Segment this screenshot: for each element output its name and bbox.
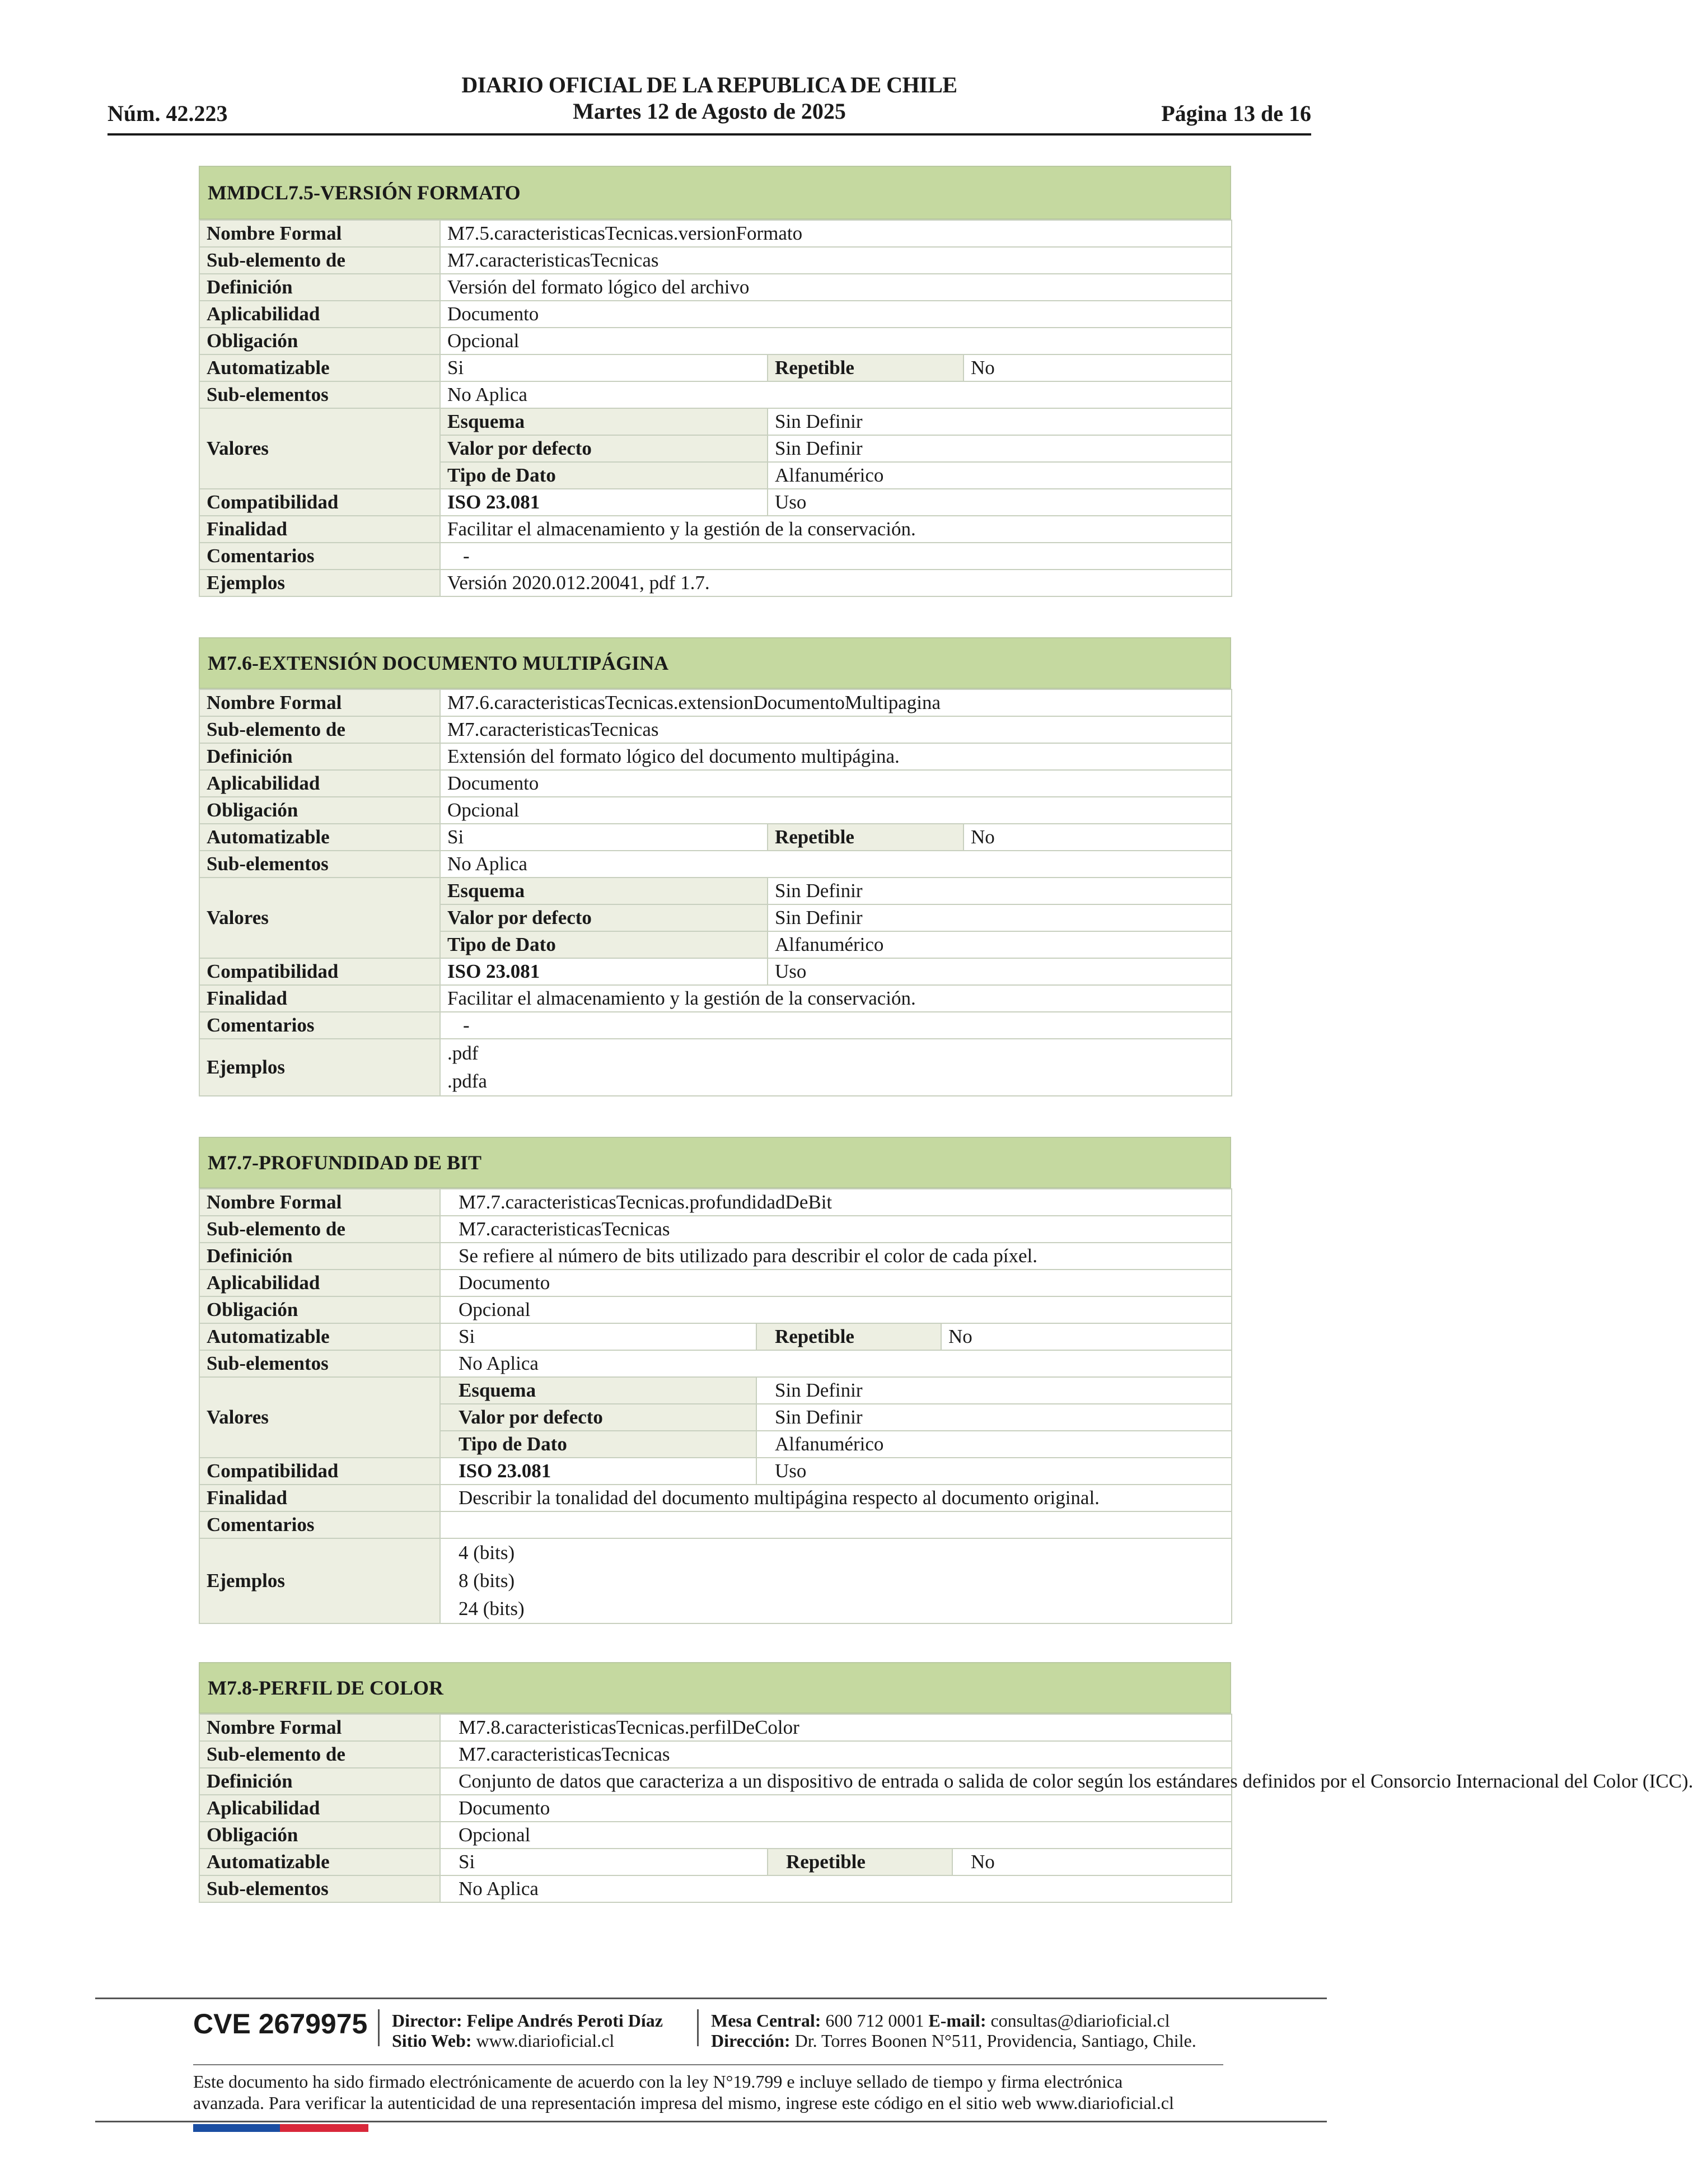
ejemplo-item: 24 (bits) [459,1598,525,1620]
label-ejemplos: Ejemplos [199,1039,440,1096]
direccion-label: Dirección: [711,2031,791,2051]
footer-divider [697,2009,699,2046]
row-obligacion [199,328,1232,354]
label-automatizable: Automatizable [199,824,440,851]
metadata-table [199,689,1232,1096]
mesa-label: Mesa Central: [711,2010,821,2031]
page-number: Página 13 de 16 [1161,101,1311,126]
value-obligacion: Opcional [440,797,1232,824]
row-ejemplos [199,570,1232,596]
label-tipo-dato: Tipo de Dato [440,462,768,489]
label-aplicabilidad: Aplicabilidad [199,301,440,328]
value-esquema: Sin Definir [768,878,1232,904]
row-sub-elemento-de [199,716,1232,743]
value-valor-defecto: Sin Definir [768,904,1232,931]
label-tipo-dato: Tipo de Dato [440,931,768,958]
row-aplicabilidad [199,770,1232,797]
metadata-table [199,220,1232,597]
value-ejemplo: Versión 2020.012.20041, pdf 1.7. [440,570,1232,596]
value-repetible: No [952,1849,1232,1875]
label-tipo-dato: Tipo de Dato [440,1431,756,1458]
row-comentarios [199,1511,1232,1538]
footer-top-rule [95,1998,1327,1999]
row-ejemplos [199,1039,1232,1096]
row-definicion [199,1768,1232,1795]
label-obligacion: Obligación [199,1296,440,1323]
value-comentarios [440,1511,1232,1538]
value-definicion: Se refiere al número de bits utilizado para describir el color de cada píxel. [440,1243,1232,1270]
row-compatibilidad [199,489,1232,516]
label-valores: Valores [199,1377,440,1458]
row-finalidad [199,516,1232,543]
value-ejemplos [440,1039,1232,1096]
value-ejemplos [440,1538,1232,1623]
value-repetible: No [964,354,1232,381]
section-version-formato [199,166,1231,597]
value-automatizable: Si [440,824,768,851]
label-automatizable: Automatizable [199,1849,440,1875]
row-aplicabilidad [199,1795,1232,1822]
value-compatibilidad-uso: Uso [756,1458,1232,1485]
label-sub-elemento-de: Sub-elemento de [199,247,440,274]
label-repetible: Repetible [756,1323,941,1350]
value-comentarios: - [440,1012,1232,1039]
label-automatizable: Automatizable [199,1323,440,1350]
value-finalidad: Facilitar el almacenamiento y la gestión de la conservación. [440,516,1232,543]
label-sub-elementos: Sub-elementos [199,851,440,878]
footer-divider [378,2009,380,2046]
label-aplicabilidad: Aplicabilidad [199,1270,440,1296]
label-nombre-formal: Nombre Formal [199,1714,440,1741]
value-sub-elemento-de: M7.caracteristicasTecnicas [440,1741,1232,1768]
section-extension-documento [199,637,1231,1096]
ejemplo-item: .pdf [447,1042,479,1064]
label-repetible: Repetible [768,354,964,381]
row-obligacion [199,797,1232,824]
label-repetible: Repetible [768,1849,952,1875]
value-sub-elemento-de: M7.caracteristicasTecnicas [440,247,1232,274]
value-esquema: Sin Definir [768,408,1232,435]
value-sub-elemento-de: M7.caracteristicasTecnicas [440,716,1232,743]
label-obligacion: Obligación [199,328,440,354]
label-comentarios: Comentarios [199,1012,440,1039]
value-finalidad: Facilitar el almacenamiento y la gestión de la conservación. [440,985,1232,1012]
legal-line: Este documento ha sido firmado electrónicamente de acuerdo con la ley N°19.799 e incluye sellado de tiempo y firma electrónica [193,2071,1123,2092]
value-aplicabilidad: Documento [440,301,1232,328]
director-label: Director: [392,2010,462,2031]
value-aplicabilidad: Documento [440,1795,1232,1822]
label-sub-elemento-de: Sub-elemento de [199,716,440,743]
label-obligacion: Obligación [199,1822,440,1849]
row-sub-elemento-de [199,1216,1232,1243]
label-esquema: Esquema [440,408,768,435]
value-nombre-formal: M7.6.caracteristicasTecnicas.extensionDocumentoMultipagina [440,689,1232,716]
value-automatizable: Si [440,1849,768,1875]
sitio-label: Sitio Web: [392,2031,472,2051]
label-sub-elemento-de: Sub-elemento de [199,1741,440,1768]
email-label: E-mail: [928,2010,986,2031]
label-compatibilidad: Compatibilidad [199,489,440,516]
label-sub-elementos: Sub-elementos [199,1350,440,1377]
value-compatibilidad-std: ISO 23.081 [440,1458,756,1485]
value-tipo-dato: Alfanumérico [768,462,1232,489]
row-obligacion [199,1296,1232,1323]
label-comentarios: Comentarios [199,1511,440,1538]
footer-mid-rule [193,2064,1223,2065]
section-title: MMDCL7.5-VERSIÓN FORMATO [199,166,1231,220]
label-repetible: Repetible [768,824,964,851]
value-comentarios: - [440,543,1232,570]
ejemplo-item: 4 (bits) [459,1542,515,1564]
row-aplicabilidad [199,301,1232,328]
label-finalidad: Finalidad [199,985,440,1012]
legal-notice [193,2071,1223,2113]
page-header [107,72,1311,136]
section-profundidad-bit [199,1137,1231,1624]
label-ejemplos: Ejemplos [199,1538,440,1623]
label-nombre-formal: Nombre Formal [199,220,440,247]
value-definicion: Versión del formato lógico del archivo [440,274,1232,301]
row-finalidad [199,1485,1232,1511]
masthead [107,72,1311,124]
value-compatibilidad-std: ISO 23.081 [440,958,768,985]
label-obligacion: Obligación [199,797,440,824]
row-definicion [199,274,1232,301]
row-nombre-formal [199,220,1232,247]
row-sub-elementos [199,851,1232,878]
value-automatizable: Si [440,1323,756,1350]
label-finalidad: Finalidad [199,516,440,543]
label-valor-defecto: Valor por defecto [440,904,768,931]
row-automatizable [199,1849,1232,1875]
row-definicion [199,1243,1232,1270]
legal-line: avanzada. Para verificar la autenticidad de una representación impresa del mismo, ingrese este código en el sitio web www.diarioficial.cl [193,2093,1174,2113]
footer-contact-block [711,2010,1196,2051]
value-obligacion: Opcional [440,1822,1232,1849]
director-name: Felipe Andrés Peroti Díaz [466,2010,663,2031]
value-valor-defecto: Sin Definir [756,1404,1232,1431]
row-sub-elementos [199,381,1232,408]
label-finalidad: Finalidad [199,1485,440,1511]
section-title: M7.6-EXTENSIÓN DOCUMENTO MULTIPÁGINA [199,637,1231,689]
value-aplicabilidad: Documento [440,1270,1232,1296]
publication-date: Martes 12 de Agosto de 2025 [573,99,846,124]
mesa-phone: 600 712 0001 [825,2010,924,2031]
value-valor-defecto: Sin Definir [768,435,1232,462]
label-valor-defecto: Valor por defecto [440,435,768,462]
value-automatizable: Si [440,354,768,381]
row-esquema [199,408,1232,435]
direccion-value: Dr. Torres Boonen N°511, Providencia, Santiago, Chile. [794,2031,1196,2051]
value-obligacion: Opcional [440,328,1232,354]
value-compatibilidad-std: ISO 23.081 [440,489,768,516]
label-valor-defecto: Valor por defecto [440,1404,756,1431]
row-compatibilidad [199,958,1232,985]
label-definicion: Definición [199,274,440,301]
value-tipo-dato: Alfanumérico [756,1431,1232,1458]
value-sub-elementos: No Aplica [440,381,1232,408]
value-compatibilidad-uso: Uso [768,958,1232,985]
value-tipo-dato: Alfanumérico [768,931,1232,958]
issue-number: Núm. 42.223 [107,101,228,126]
label-sub-elementos: Sub-elementos [199,381,440,408]
label-definicion: Definición [199,743,440,770]
row-nombre-formal [199,689,1232,716]
row-finalidad [199,985,1232,1012]
row-sub-elemento-de [199,1741,1232,1768]
row-sub-elemento-de [199,247,1232,274]
label-valores: Valores [199,408,440,489]
label-esquema: Esquema [440,878,768,904]
label-definicion: Definición [199,1243,440,1270]
row-esquema [199,878,1232,904]
label-nombre-formal: Nombre Formal [199,689,440,716]
footer-director-block [392,2010,663,2051]
value-sub-elementos: No Aplica [440,1350,1232,1377]
row-automatizable [199,354,1232,381]
value-sub-elementos: No Aplica [440,851,1232,878]
label-ejemplos: Ejemplos [199,570,440,596]
email-link[interactable]: consultas@diarioficial.cl [990,2010,1170,2031]
label-valores: Valores [199,878,440,958]
value-obligacion: Opcional [440,1296,1232,1323]
row-esquema [199,1377,1232,1404]
label-sub-elementos: Sub-elementos [199,1875,440,1902]
section-title: M7.8-PERFIL DE COLOR [199,1662,1231,1714]
sitio-web-link[interactable]: www.diarioficial.cl [476,2031,615,2051]
row-comentarios [199,1012,1232,1039]
value-compatibilidad-uso: Uso [768,489,1232,516]
row-aplicabilidad [199,1270,1232,1296]
flag-stripe-red [280,2124,368,2132]
row-ejemplos [199,1538,1232,1623]
row-sub-elementos [199,1350,1232,1377]
section-title: M7.7-PROFUNDIDAD DE BIT [199,1137,1231,1188]
label-automatizable: Automatizable [199,354,440,381]
section-perfil-color [199,1662,1693,1903]
label-compatibilidad: Compatibilidad [199,1458,440,1485]
publication-title: DIARIO OFICIAL DE LA REPUBLICA DE CHILE [461,72,957,97]
value-repetible: No [941,1323,1232,1350]
row-nombre-formal [199,1714,1232,1741]
label-aplicabilidad: Aplicabilidad [199,770,440,797]
label-esquema: Esquema [440,1377,756,1404]
value-repetible: No [964,824,1232,851]
value-definicion: Extensión del formato lógico del documento multipágina. [440,743,1232,770]
row-automatizable [199,1323,1232,1350]
value-finalidad: Describir la tonalidad del documento multipágina respecto al documento original. [440,1485,1232,1511]
value-esquema: Sin Definir [756,1377,1232,1404]
cve-code: CVE 2679975 [193,2008,368,2040]
row-comentarios [199,543,1232,570]
row-nombre-formal [199,1189,1232,1216]
value-definicion: Conjunto de datos que caracteriza a un dispositivo de entrada o salida de color según los estándares definidos por el Consorcio Internacional del Color (ICC). [440,1768,1232,1795]
metadata-table [199,1188,1232,1624]
row-sub-elementos [199,1875,1232,1902]
label-definicion: Definición [199,1768,440,1795]
footer-bottom-rule [95,2121,1327,2122]
row-obligacion [199,1822,1232,1849]
value-nombre-formal: M7.5.caracteristicasTecnicas.versionFormato [440,220,1232,247]
value-sub-elementos: No Aplica [440,1875,1232,1902]
label-sub-elemento-de: Sub-elemento de [199,1216,440,1243]
label-compatibilidad: Compatibilidad [199,958,440,985]
flag-stripe-blue [193,2124,280,2132]
row-compatibilidad [199,1458,1232,1485]
ejemplo-item: .pdfa [447,1070,487,1092]
label-nombre-formal: Nombre Formal [199,1189,440,1216]
row-automatizable [199,824,1232,851]
label-aplicabilidad: Aplicabilidad [199,1795,440,1822]
ejemplo-item: 8 (bits) [459,1570,515,1592]
value-nombre-formal: M7.8.caracteristicasTecnicas.perfilDeColor [440,1714,1232,1741]
value-aplicabilidad: Documento [440,770,1232,797]
value-nombre-formal: M7.7.caracteristicasTecnicas.profundidadDeBit [440,1189,1232,1216]
value-sub-elemento-de: M7.caracteristicasTecnicas [440,1216,1232,1243]
metadata-table [199,1714,1693,1903]
row-definicion [199,743,1232,770]
label-comentarios: Comentarios [199,543,440,570]
